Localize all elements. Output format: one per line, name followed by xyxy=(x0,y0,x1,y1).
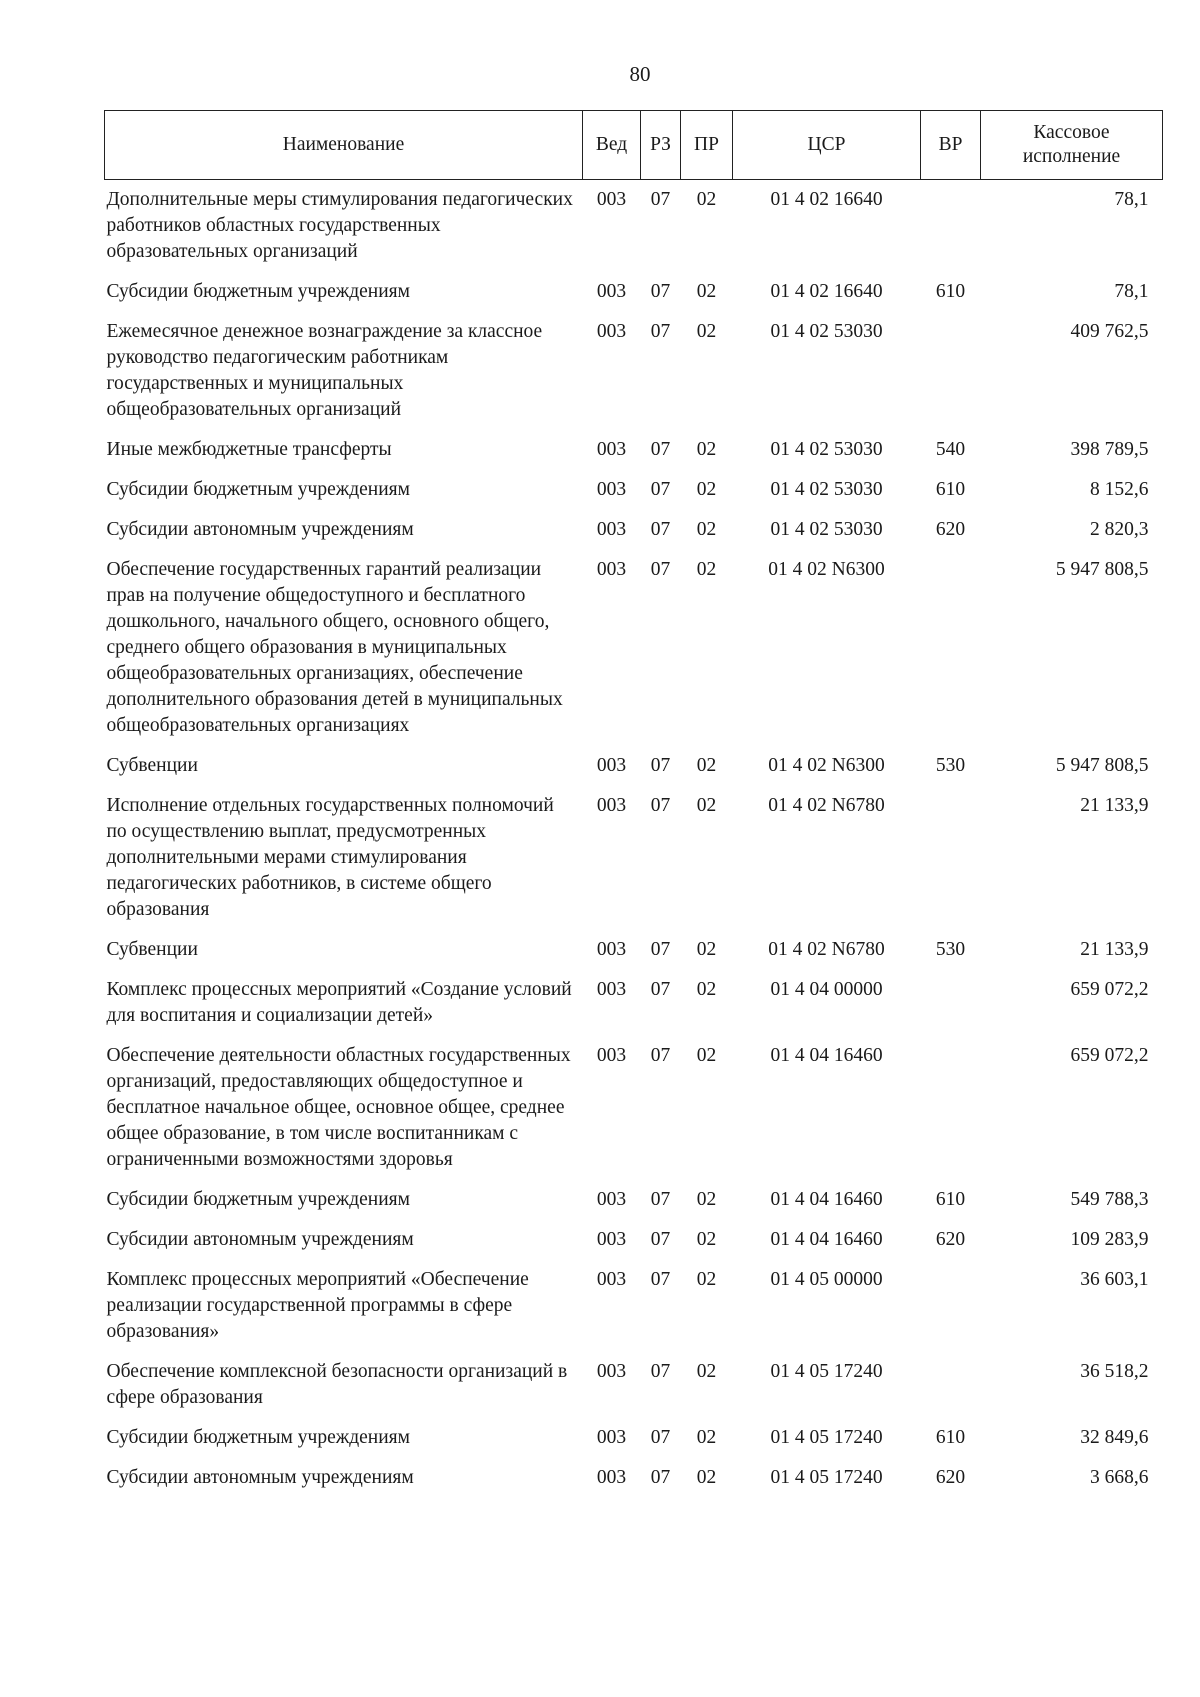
cell-vr xyxy=(921,180,981,273)
page-number: 80 xyxy=(629,62,651,86)
cell-pr: 02 xyxy=(696,439,717,460)
cell-ved: 003 xyxy=(596,519,627,540)
cell-pr: 02 xyxy=(696,939,717,960)
cell-csr: 01 4 04 00000 xyxy=(770,979,883,1000)
cell-vr xyxy=(921,786,981,930)
cell-vr xyxy=(921,312,981,430)
cell-csr: 01 4 05 17240 xyxy=(770,1467,883,1488)
cell-rz: 07 xyxy=(650,755,671,776)
cell-amount: 21 133,9 xyxy=(1080,939,1149,960)
cell-vr: 610 xyxy=(935,479,966,500)
cell-csr: 01 4 02 53030 xyxy=(770,321,883,342)
cell-name: Комплекс процессных мероприятий «Создание условий для воспитания и социализации детей» xyxy=(106,979,572,1026)
cell-csr: 01 4 02 16640 xyxy=(770,281,883,302)
table-body xyxy=(105,180,1163,1499)
cell-ved: 003 xyxy=(596,755,627,776)
header-ved: Вед xyxy=(583,111,641,180)
header-name: Наименование xyxy=(105,111,583,180)
cell-amount: 36 518,2 xyxy=(1080,1361,1149,1382)
cell-ved: 003 xyxy=(596,1045,627,1066)
cell-pr: 02 xyxy=(696,1269,717,1290)
cell-vr: 620 xyxy=(935,1467,966,1488)
cell-name: Обеспечение деятельности областных государственных организаций, предоставляющих общедоступное и бесплатное начальное общее, основное общее, среднее общее образование, в том числе воспитанникам с ограниченными возможностями здоровья xyxy=(106,1045,571,1170)
cell-pr: 02 xyxy=(696,795,717,816)
table-header xyxy=(105,111,1163,180)
table-row xyxy=(105,180,1163,273)
cell-amount: 32 849,6 xyxy=(1080,1427,1149,1448)
cell-name: Субсидии бюджетным учреждениям xyxy=(106,1427,410,1448)
cell-amount: 659 072,2 xyxy=(1070,1045,1149,1066)
header-csr: ЦСР xyxy=(733,111,921,180)
cell-pr: 02 xyxy=(696,559,717,580)
cell-vr: 540 xyxy=(935,439,966,460)
cell-csr: 01 4 05 00000 xyxy=(770,1269,883,1290)
cell-ved: 003 xyxy=(596,1229,627,1250)
cell-csr: 01 4 02 53030 xyxy=(770,479,883,500)
cell-name: Иные межбюджетные трансферты xyxy=(106,439,392,460)
table-row xyxy=(105,1352,1163,1418)
cell-csr: 01 4 02 16640 xyxy=(770,189,883,210)
cell-amount: 398 789,5 xyxy=(1070,439,1149,460)
cell-vr xyxy=(921,1352,981,1418)
cell-rz: 07 xyxy=(650,795,671,816)
cell-pr: 02 xyxy=(696,755,717,776)
table-row xyxy=(105,1180,1163,1220)
cell-vr xyxy=(921,1036,981,1180)
cell-amount: 5 947 808,5 xyxy=(1055,755,1149,776)
cell-ved: 003 xyxy=(596,479,627,500)
cell-name: Субсидии автономным учреждениям xyxy=(106,519,414,540)
cell-amount: 2 820,3 xyxy=(1090,519,1149,540)
cell-vr xyxy=(921,1260,981,1352)
cell-rz: 07 xyxy=(650,939,671,960)
cell-amount: 5 947 808,5 xyxy=(1055,559,1149,580)
cell-pr: 02 xyxy=(696,519,717,540)
cell-amount: 3 668,6 xyxy=(1090,1467,1149,1488)
cell-name: Субсидии автономным учреждениям xyxy=(106,1229,414,1250)
cell-rz: 07 xyxy=(650,519,671,540)
cell-pr: 02 xyxy=(696,979,717,1000)
cell-rz: 07 xyxy=(650,189,671,210)
cell-csr: 01 4 04 16460 xyxy=(770,1045,883,1066)
cell-name: Обеспечение государственных гарантий реализации прав на получение общедоступного и бесплатного дошкольного, начального общего, основного общего, среднего общего образования в муниципальных общеобразовательных организациях, обеспечение дополнительного образования детей в муниципальных общеобразовательных организациях xyxy=(106,559,563,736)
cell-pr: 02 xyxy=(696,189,717,210)
table-row xyxy=(105,786,1163,930)
cell-pr: 02 xyxy=(696,479,717,500)
cell-rz: 07 xyxy=(650,979,671,1000)
cell-amount: 36 603,1 xyxy=(1080,1269,1149,1290)
cell-pr: 02 xyxy=(696,1189,717,1210)
cell-csr: 01 4 04 16460 xyxy=(770,1189,883,1210)
cell-csr: 01 4 02 N6780 xyxy=(768,795,885,816)
cell-ved: 003 xyxy=(596,1427,627,1448)
cell-csr: 01 4 02 53030 xyxy=(770,519,883,540)
cell-rz: 07 xyxy=(650,321,671,342)
cell-ved: 003 xyxy=(596,439,627,460)
cell-amount: 659 072,2 xyxy=(1070,979,1149,1000)
cell-csr: 01 4 02 N6780 xyxy=(768,939,885,960)
cell-name: Субсидии бюджетным учреждениям xyxy=(106,1189,410,1210)
cell-vr: 530 xyxy=(935,939,966,960)
cell-csr: 01 4 02 53030 xyxy=(770,439,883,460)
table-row xyxy=(105,1418,1163,1458)
cell-rz: 07 xyxy=(650,281,671,302)
cell-name: Субсидии бюджетным учреждениям xyxy=(106,479,410,500)
cell-ved: 003 xyxy=(596,321,627,342)
cell-rz: 07 xyxy=(650,439,671,460)
cell-amount: 409 762,5 xyxy=(1070,321,1149,342)
cell-rz: 07 xyxy=(650,1269,671,1290)
cell-pr: 02 xyxy=(696,1229,717,1250)
table-row xyxy=(105,1458,1163,1498)
cell-ved: 003 xyxy=(596,189,627,210)
table-row xyxy=(105,970,1163,1036)
cell-ved: 003 xyxy=(596,559,627,580)
cell-amount: 78,1 xyxy=(1114,189,1149,210)
header-rz: РЗ xyxy=(641,111,681,180)
cell-amount: 109 283,9 xyxy=(1070,1229,1149,1250)
cell-rz: 07 xyxy=(650,559,671,580)
table-row xyxy=(105,272,1163,312)
cell-rz: 07 xyxy=(650,479,671,500)
cell-ved: 003 xyxy=(596,281,627,302)
cell-rz: 07 xyxy=(650,1189,671,1210)
cell-pr: 02 xyxy=(696,1361,717,1382)
cell-name: Комплекс процессных мероприятий «Обеспечение реализации государственной программы в сфере образования» xyxy=(106,1269,529,1342)
header-vr: ВР xyxy=(921,111,981,180)
table-row xyxy=(105,430,1163,470)
table-row xyxy=(105,1260,1163,1352)
cell-rz: 07 xyxy=(650,1467,671,1488)
cell-pr: 02 xyxy=(696,281,717,302)
cell-name: Субвенции xyxy=(106,939,198,960)
cell-vr xyxy=(921,550,981,746)
cell-ved: 003 xyxy=(596,1467,627,1488)
cell-vr: 610 xyxy=(935,281,966,302)
table-row xyxy=(105,746,1163,786)
table-row xyxy=(105,550,1163,746)
cell-vr: 620 xyxy=(935,519,966,540)
cell-amount: 78,1 xyxy=(1114,281,1149,302)
cell-name: Субсидии бюджетным учреждениям xyxy=(106,281,410,302)
cell-ved: 003 xyxy=(596,1269,627,1290)
table-row xyxy=(105,930,1163,970)
table-row xyxy=(105,510,1163,550)
cell-name: Субвенции xyxy=(106,755,198,776)
cell-rz: 07 xyxy=(650,1229,671,1250)
table-row xyxy=(105,1220,1163,1260)
budget-table xyxy=(104,110,1163,1498)
cell-csr: 01 4 05 17240 xyxy=(770,1427,883,1448)
table-row xyxy=(105,470,1163,510)
cell-amount: 21 133,9 xyxy=(1080,795,1149,816)
cell-name: Обеспечение комплексной безопасности организаций в сфере образования xyxy=(106,1361,568,1408)
cell-name: Дополнительные меры стимулирования педагогических работников областных государственных образовательных организаций xyxy=(106,189,573,262)
cell-ved: 003 xyxy=(596,939,627,960)
cell-csr: 01 4 04 16460 xyxy=(770,1229,883,1250)
cell-ved: 003 xyxy=(596,1361,627,1382)
header-amount: Кассовое исполнение xyxy=(981,111,1163,180)
cell-csr: 01 4 02 N6300 xyxy=(768,755,885,776)
cell-vr xyxy=(921,970,981,1036)
cell-csr: 01 4 05 17240 xyxy=(770,1361,883,1382)
cell-amount: 8 152,6 xyxy=(1090,479,1149,500)
cell-ved: 003 xyxy=(596,795,627,816)
cell-name: Исполнение отдельных государственных полномочий по осуществлению выплат, предусмотренных дополнительными мерами стимулирования педагогических работников, в системе общего образования xyxy=(106,795,554,920)
cell-pr: 02 xyxy=(696,1427,717,1448)
cell-vr: 610 xyxy=(935,1427,966,1448)
cell-pr: 02 xyxy=(696,1045,717,1066)
cell-name: Субсидии автономным учреждениям xyxy=(106,1467,414,1488)
cell-vr: 620 xyxy=(935,1229,966,1250)
cell-ved: 003 xyxy=(596,979,627,1000)
cell-rz: 07 xyxy=(650,1045,671,1066)
cell-pr: 02 xyxy=(696,1467,717,1488)
cell-amount: 549 788,3 xyxy=(1070,1189,1149,1210)
header-pr: ПР xyxy=(681,111,733,180)
cell-ved: 003 xyxy=(596,1189,627,1210)
table-row xyxy=(105,1036,1163,1180)
cell-vr: 610 xyxy=(935,1189,966,1210)
cell-pr: 02 xyxy=(696,321,717,342)
cell-vr: 530 xyxy=(935,755,966,776)
cell-name: Ежемесячное денежное вознаграждение за классное руководство педагогическим работникам государственных и муниципальных общеобразовательных организаций xyxy=(106,321,543,420)
cell-rz: 07 xyxy=(650,1427,671,1448)
cell-csr: 01 4 02 N6300 xyxy=(768,559,885,580)
cell-rz: 07 xyxy=(650,1361,671,1382)
table-row xyxy=(105,312,1163,430)
